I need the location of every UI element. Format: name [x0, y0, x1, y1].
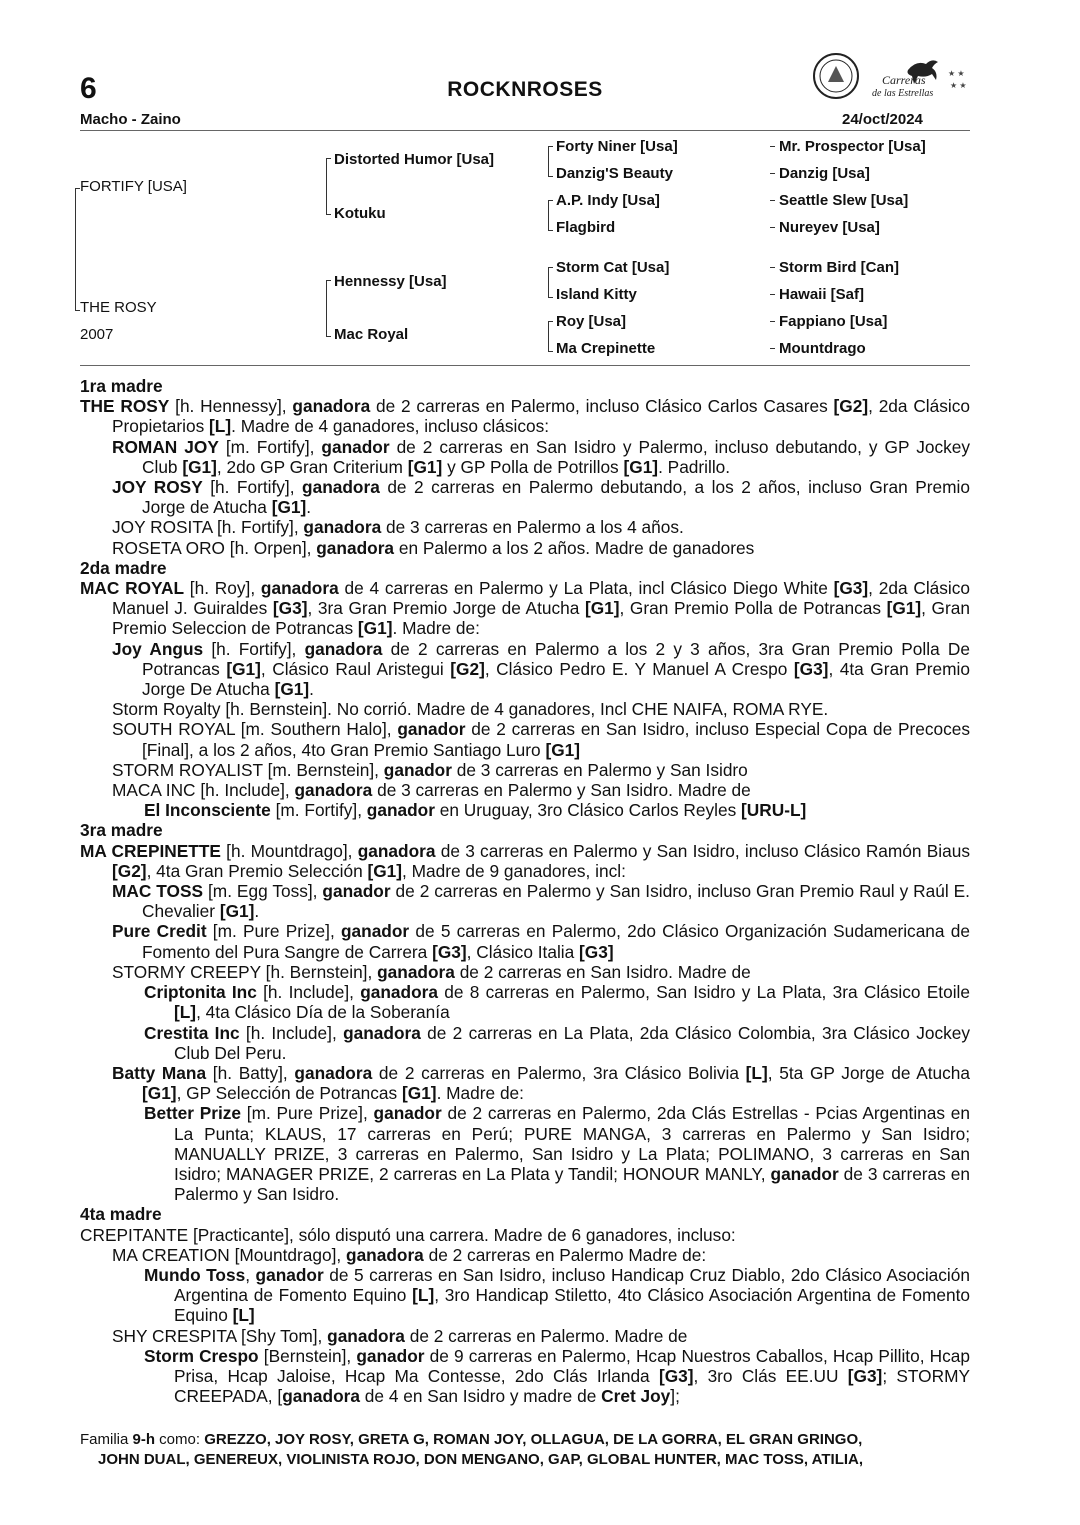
produce-entry: JOY ROSITA [h. Fortify], ganadora de 3 carreras en Palermo a los 4 años.	[112, 517, 684, 538]
dam: THE ROSY	[80, 299, 157, 316]
gen2-1: Kotuku	[334, 205, 386, 222]
produce-entry: STORMY CREEPY [h. Bernstein], ganadora de 2 carreras en San Isidro. Madre de	[112, 961, 751, 982]
gen4-6: Fappiano [Usa]	[779, 313, 888, 330]
dam-entry: CREPITANTE [Practicante], sólo disputó una carrera. Madre de 6 ganadores, incluso:	[80, 1224, 736, 1245]
gen4-1: Danzig [Usa]	[779, 165, 870, 182]
sex-color: Macho - Zaino	[80, 111, 181, 128]
produce-record	[80, 376, 970, 1406]
produce-entry: Storm Crespo [Bernstein], ganador de 9 carreras en Palermo, Hcap Nuestros Caballos, Hcap Pillito, Hcap Prisa, Hcap Jaloise, Hcap Ma Contesse, 2do Clás Irlanda [G3], 3ro Clás EE.UU [G3]; STORMY CREEPADA, [ganadora de 4 en San Isidro y madre de Cret Joy];	[144, 1345, 970, 1407]
gen4-5: Hawaii [Saf]	[779, 286, 865, 303]
section-1ra-madre: 1ra madre	[80, 376, 163, 396]
family-como: como:	[155, 1431, 205, 1448]
svg-text:★ ★: ★ ★	[948, 69, 965, 78]
section-3ra-madre: 3ra madre	[80, 820, 163, 841]
gen3-7: Ma Crepinette	[556, 340, 656, 357]
produce-entry: El Inconsciente [m. Fortify], ganador en Uruguay, 3ro Clásico Carlos Reyles [URU-L]	[144, 800, 807, 821]
gen4-0: Mr. Prospector [Usa]	[779, 138, 926, 155]
gen4-7: Mountdrago	[779, 340, 866, 357]
produce-entry: Better Prize [m. Pure Prize], ganador de 2 carreras en Palermo, 2da Clás Estrellas - Pcias Argentinas en La Punta; KLAUS, 17 carreras en Perú; PURE MANGA, 3 carreras en Palermo y San Isidro; MANUALLY PRIZE, 3 carreras en Palermo, San Isidro y La Plata; POLIMANO, 3 carreras en San Isidro; MANAGER PRIZE, 2 carreras en La Plata y Tandil; HONOUR MANLY, ganador de 3 carreras en Palermo y San Isidro.	[144, 1103, 971, 1205]
gen3-5: Island Kitty	[556, 286, 637, 303]
gen3-3: Flagbird	[556, 219, 616, 236]
logo-text-2: de las Estrellas	[872, 88, 934, 99]
svg-text:★ ★: ★ ★	[950, 81, 967, 90]
gen3-6: Roy [Usa]	[556, 313, 627, 330]
produce-entry: MA CREATION [Mountdrago], ganadora de 2 carreras en Palermo Madre de:	[112, 1244, 707, 1265]
gen3-2: A.P. Indy [Usa]	[556, 192, 660, 209]
gen4-4: Storm Bird [Can]	[779, 259, 899, 276]
produce-entry: JOY ROSY [h. Fortify], ganadora de 2 carreras en Palermo debutando, a los 2 años, incluso Gran Premio Jorge de Atucha [G1].	[112, 477, 970, 518]
horse-name: ROCKNROSES	[447, 78, 603, 101]
gen4-2: Seattle Slew [Usa]	[779, 192, 909, 209]
produce-entry: Crestita Inc [h. Include], ganadora de 2 carreras en La Plata, 2da Clásico Colombia, 3ra Clásico Jockey Club Del Peru.	[144, 1022, 970, 1063]
produce-entry: STORM ROYALIST [m. Bernstein], ganador de 3 carreras en Palermo y San Isidro	[112, 759, 748, 780]
produce-entry: Joy Angus [h. Fortify], ganadora de 2 carreras en Palermo a los 2 y 3 años, 3ra Gran Premio Polla De Potrancas [G1], Clásico Raul Aristegui [G2], Clásico Pedro E. Y Manuel A Crespo [G3], 4ta Gran Premio Jorge De Atucha [G1].	[112, 638, 970, 700]
produce-entry: Batty Mana [h. Batty], ganadora de 2 carreras en Palermo, 3ra Clásico Bolivia [L], 5ta GP Jorge de Atucha [G1], GP Selección de Potrancas [G1]. Madre de:	[112, 1062, 971, 1104]
logo-text-1: Carreras	[882, 73, 926, 87]
gen4-3: Nureyev [Usa]	[779, 219, 880, 236]
sire: FORTIFY [USA]	[80, 178, 187, 195]
dam-entry: MAC ROYAL [h. Roy], ganadora de 4 carreras en Palermo y La Plata, incl Clásico Diego White [G3], 2da Clásico Manuel J. Guiraldes [G3], 3ra Gran Premio Jorge de Atucha [G1], Gran Premio Polla de Potrancas [G1], Gran Premio Seleccion de Potrancas [G1]. Madre de:	[80, 578, 971, 639]
section-4ta-madre: 4ta madre	[80, 1204, 162, 1225]
family-line-2: JOHN DUAL, GENEREUX, VIOLINISTA ROJO, DON MENGANO, GAP, GLOBAL HUNTER, MAC TOSS, ATILIA,	[98, 1451, 864, 1468]
produce-entry: MACA INC [h. Include], ganadora de 3 carreras en Palermo y San Isidro. Madre de	[112, 780, 751, 801]
dam-year: 2007	[80, 326, 114, 343]
breeders-cup-logo	[810, 48, 970, 108]
produce-entry: Mundo Toss, ganador de 5 carreras en San Isidro, incluso Handicap Cruz Diablo, 2do Clásico Asociación Argentina de Fomento Equino [L], 3ro Handicap Stiletto, 4to Clásico Asociación Argentina de Fomento Equino [L]	[144, 1264, 970, 1326]
produce-entry: MAC TOSS [m. Egg Toss], ganador de 2 carreras en Palermo y San Isidro, incluso Gran Premio Raul y Raúl E. Chevalier [G1].	[112, 881, 970, 922]
produce-entry: ROSETA ORO [h. Orpen], ganadora en Palermo a los 2 años. Madre de ganadores	[112, 537, 755, 558]
family-line-1: GREZZO, JOY ROSY, GRETA G, ROMAN JOY, OLLAGUA, DE LA GORRA, EL GRAN GRINGO,	[204, 1431, 863, 1448]
gen3-4: Storm Cat [Usa]	[556, 259, 670, 276]
family-code: 9-h	[132, 1431, 156, 1448]
dam-entry: MA CREPINETTE [h. Mountdrago], ganadora de 3 carreras en Palermo y San Isidro, incluso Clásico Ramón Biaus [G2], 4ta Gran Premio Selección [G1], Madre de 9 ganadores, incl:	[80, 840, 970, 881]
produce-entry: Pure Credit [m. Pure Prize], ganador de 5 carreras en Palermo, 2do Clásico Organización Sudamericana de Fomento del Pura Sangre de Carrera [G3], Clásico Italia [G3]	[112, 921, 970, 962]
produce-entry: Criptonita Inc [h. Include], ganadora de 8 carreras en Palermo, San Isidro y La Plata, 3ra Clásico Etoile [L], 4ta Clásico Día de la Soberanía	[144, 982, 970, 1023]
logos	[810, 48, 970, 113]
family-footer	[80, 1430, 970, 1470]
family-prefix: Familia	[80, 1431, 133, 1448]
catalog-date: 24/oct/2024	[842, 111, 923, 128]
gen3-0: Forty Niner [Usa]	[556, 138, 678, 155]
produce-entry: SHY CRESPITA [Shy Tom], ganadora de 2 carreras en Palermo. Madre de	[112, 1325, 688, 1346]
gen2-2: Hennessy [Usa]	[334, 273, 447, 290]
gen3-1: Danzig'S Beauty	[556, 165, 673, 182]
dam-entry: THE ROSY [h. Hennessy], ganadora de 2 carreras en Palermo, incluso Clásico Carlos Casares [G2], 2da Clásico Propietarios [L]. Madre de 4 ganadores, incluso clásicos:	[80, 396, 970, 437]
lot-number: 6	[80, 72, 97, 105]
gen2-0: Distorted Humor [Usa]	[334, 151, 495, 168]
gen2-3: Mac Royal	[334, 326, 409, 343]
produce-entry: Storm Royalty [h. Bernstein]. No corrió. Madre de 4 ganadores, Incl CHE NAIFA, ROMA RYE.	[112, 699, 829, 720]
section-2da-madre: 2da madre	[80, 557, 167, 578]
produce-entry: ROMAN JOY [m. Fortify], ganador de 2 carreras en San Isidro y Palermo, incluso debutando, y GP Jockey Club [G1], 2do GP Gran Criterium [G1] y GP Polla de Potrillos [G1]. Padrillo.	[112, 436, 970, 477]
produce-entry: SOUTH ROYAL [m. Southern Halo], ganador de 2 carreras en San Isidro, incluso Especial Copa de Precoces [Final], a los 2 años, 4to Gran Premio Santiago Luro [G1]	[112, 719, 970, 760]
